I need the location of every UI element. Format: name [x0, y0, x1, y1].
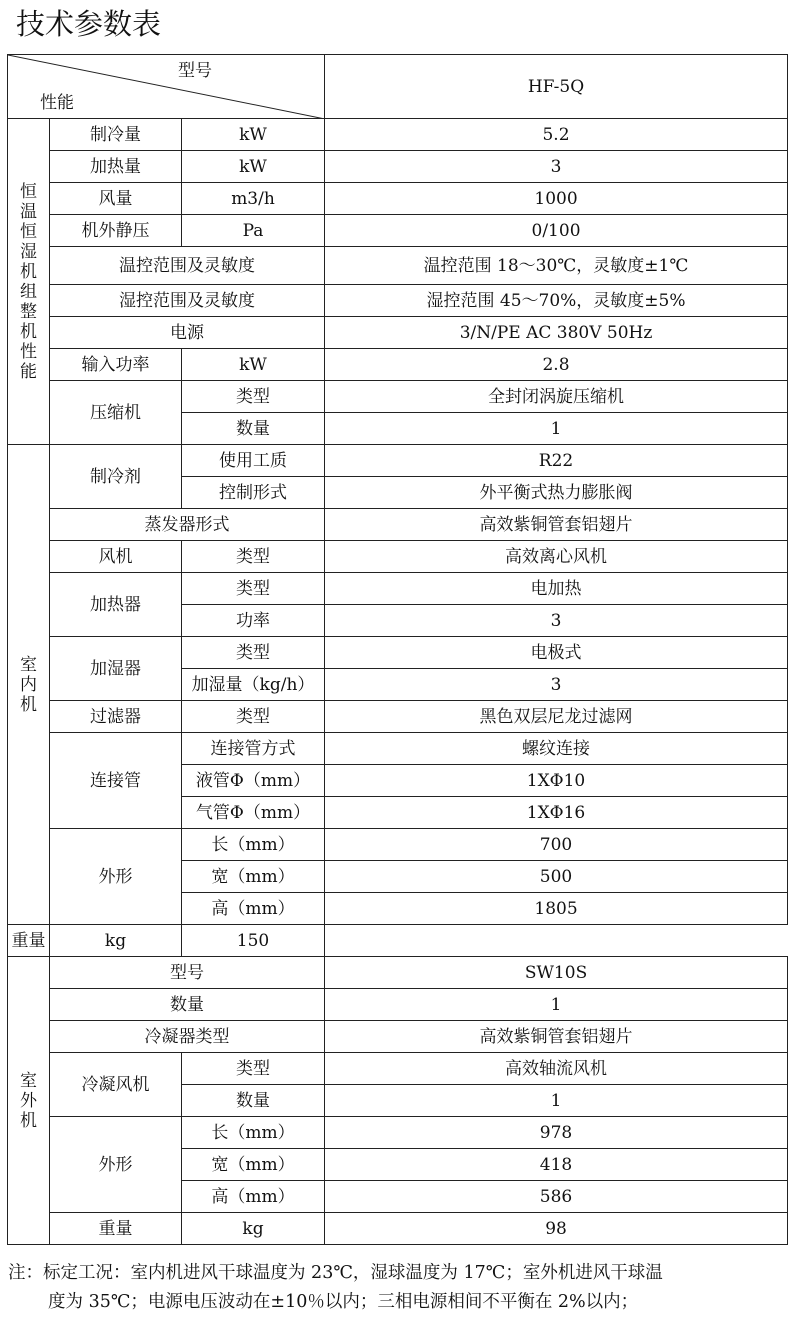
row-sublabel: 气管Φ（mm） — [182, 797, 325, 829]
row-sublabel: 高（mm） — [182, 893, 325, 925]
footnote-line-2: 度为 35℃；电源电压波动在±10％以内；三相电源相间不平衡在 2%以内； — [48, 1292, 639, 1312]
row-value: 1XΦ10 — [325, 765, 788, 797]
table-row — [8, 119, 788, 151]
row-label: 压缩机 — [50, 381, 182, 445]
row-label: 风量 — [50, 183, 182, 215]
table-row — [8, 1213, 788, 1245]
row-sublabel: 数量 — [182, 1085, 325, 1117]
table-row — [8, 1117, 788, 1149]
header-performance-label: 性能 — [40, 93, 74, 113]
row-label: 数量 — [50, 989, 325, 1021]
row-label: 加热量 — [50, 151, 182, 183]
row-label: 外形 — [50, 1117, 182, 1213]
row-label: 机外静压 — [50, 215, 182, 247]
row-value: 418 — [325, 1149, 788, 1181]
table-row — [8, 829, 788, 861]
row-value: 3 — [325, 669, 788, 701]
row-value: 0/100 — [325, 215, 788, 247]
section-char: 机 — [20, 1110, 37, 1131]
row-sublabel: 高（mm） — [182, 1181, 325, 1213]
row-value: 电极式 — [325, 637, 788, 669]
row-value: SW10S — [325, 957, 788, 989]
row-sublabel: 长（mm） — [182, 829, 325, 861]
row-value: 黑色双层尼龙过滤网 — [325, 701, 788, 733]
row-value: R22 — [325, 445, 788, 477]
row-value: 高效离心风机 — [325, 541, 788, 573]
table-row — [8, 509, 788, 541]
row-label: 连接管 — [50, 733, 182, 829]
row-sublabel: 功率 — [182, 605, 325, 637]
section-char: 湿 — [20, 241, 37, 262]
row-value: 外平衡式热力膨胀阀 — [325, 477, 788, 509]
table-row — [8, 957, 788, 989]
row-value: 电加热 — [325, 573, 788, 605]
row-value: 1 — [325, 989, 788, 1021]
table-row — [8, 733, 788, 765]
row-value: 98 — [325, 1213, 788, 1245]
row-label: 冷凝器类型 — [50, 1021, 325, 1053]
row-unit: kW — [182, 151, 325, 183]
table-row — [8, 1021, 788, 1053]
row-value: 1XΦ16 — [325, 797, 788, 829]
section-char: 机 — [20, 321, 37, 342]
table-row — [8, 445, 788, 477]
section-char: 室 — [20, 1070, 37, 1091]
section-char: 内 — [20, 674, 37, 695]
row-label: 重量 — [50, 1213, 182, 1245]
table-row — [8, 349, 788, 381]
row-value: 500 — [325, 861, 788, 893]
table-row — [8, 247, 788, 285]
section-char: 温 — [20, 201, 37, 222]
section-char: 外 — [20, 1090, 37, 1111]
section-char: 恒 — [20, 181, 37, 202]
section-char: 组 — [20, 281, 37, 302]
header-model-label: 型号 — [178, 61, 212, 81]
row-value: 高效轴流风机 — [325, 1053, 788, 1085]
row-label: 冷凝风机 — [50, 1053, 182, 1117]
row-label: 温控范围及灵敏度 — [50, 247, 325, 285]
row-sublabel: 宽（mm） — [182, 861, 325, 893]
row-sublabel: 类型 — [182, 573, 325, 605]
row-sublabel: 数量 — [182, 413, 325, 445]
model-value: HF-5Q — [325, 55, 788, 119]
row-unit: kg — [182, 1213, 325, 1245]
section-char: 机 — [20, 261, 37, 282]
row-value: 2.8 — [325, 349, 788, 381]
row-label: 重量 — [8, 925, 50, 957]
row-label: 加热器 — [50, 573, 182, 637]
section-indoor-label — [8, 445, 50, 925]
row-sublabel: 宽（mm） — [182, 1149, 325, 1181]
row-unit: kW — [182, 119, 325, 151]
row-value: 1000 — [325, 183, 788, 215]
row-label: 制冷剂 — [50, 445, 182, 509]
table-row — [8, 381, 788, 413]
row-sublabel: 长（mm） — [182, 1117, 325, 1149]
footnote — [8, 1259, 788, 1317]
table-row — [8, 285, 788, 317]
row-label: 风机 — [50, 541, 182, 573]
table-row — [8, 215, 788, 247]
row-label: 型号 — [50, 957, 325, 989]
table-header-row — [8, 55, 788, 119]
row-value: 螺纹连接 — [325, 733, 788, 765]
row-label: 外形 — [50, 829, 182, 925]
row-sublabel: 类型 — [182, 541, 325, 573]
row-value: 湿控范围 45～70%，灵敏度±5% — [325, 285, 788, 317]
row-value: 5.2 — [325, 119, 788, 151]
row-label: 电源 — [50, 317, 325, 349]
row-value: 1805 — [325, 893, 788, 925]
row-label: 蒸发器形式 — [50, 509, 325, 541]
row-value: 1 — [325, 413, 788, 445]
section-char: 室 — [20, 654, 37, 675]
row-sublabel: 连接管方式 — [182, 733, 325, 765]
section-char: 性 — [20, 341, 37, 362]
row-value: 3 — [325, 151, 788, 183]
row-sublabel: 控制形式 — [182, 477, 325, 509]
row-unit: kW — [182, 349, 325, 381]
table-row — [8, 317, 788, 349]
section-char: 恒 — [20, 221, 37, 242]
table-row — [8, 541, 788, 573]
table-row — [8, 573, 788, 605]
table-row — [8, 1053, 788, 1085]
row-value: 150 — [182, 925, 325, 957]
row-sublabel: 类型 — [182, 1053, 325, 1085]
row-value: 978 — [325, 1117, 788, 1149]
row-label: 加湿器 — [50, 637, 182, 701]
section-char: 整 — [20, 301, 37, 322]
table-row — [8, 701, 788, 733]
row-unit: m3/h — [182, 183, 325, 215]
row-value: 全封闭涡旋压缩机 — [325, 381, 788, 413]
row-label: 湿控范围及灵敏度 — [50, 285, 325, 317]
row-unit: kg — [50, 925, 182, 957]
section-char: 机 — [20, 694, 37, 715]
table-row — [8, 989, 788, 1021]
row-value: 3 — [325, 605, 788, 637]
row-unit: Pa — [182, 215, 325, 247]
row-value: 高效紫铜管套铝翅片 — [325, 1021, 788, 1053]
row-sublabel: 液管Φ（mm） — [182, 765, 325, 797]
spec-table — [7, 54, 788, 1245]
section-unit-label — [8, 119, 50, 445]
row-sublabel: 类型 — [182, 637, 325, 669]
table-row — [8, 183, 788, 215]
row-sublabel: 类型 — [182, 701, 325, 733]
table-row — [8, 925, 788, 957]
page-title: 技术参数表 — [16, 7, 162, 41]
header-diagonal-cell — [8, 55, 325, 119]
section-char: 能 — [20, 361, 37, 382]
row-sublabel: 类型 — [182, 381, 325, 413]
row-value: 700 — [325, 829, 788, 861]
row-value: 高效紫铜管套铝翅片 — [325, 509, 788, 541]
table-row — [8, 637, 788, 669]
row-label: 制冷量 — [50, 119, 182, 151]
row-value: 1 — [325, 1085, 788, 1117]
row-label: 输入功率 — [50, 349, 182, 381]
row-value: 586 — [325, 1181, 788, 1213]
footnote-line-1: 注：标定工况：室内机进风干球温度为 23℃，湿球温度为 17℃；室外机进风干球温 — [8, 1263, 663, 1283]
row-sublabel: 使用工质 — [182, 445, 325, 477]
table-row — [8, 151, 788, 183]
row-label: 过滤器 — [50, 701, 182, 733]
row-sublabel: 加湿量（kg/h） — [182, 669, 325, 701]
section-outdoor-label — [8, 957, 50, 1245]
row-value: 3/N/PE AC 380V 50Hz — [325, 317, 788, 349]
row-value: 温控范围 18～30℃，灵敏度±1℃ — [325, 247, 788, 285]
